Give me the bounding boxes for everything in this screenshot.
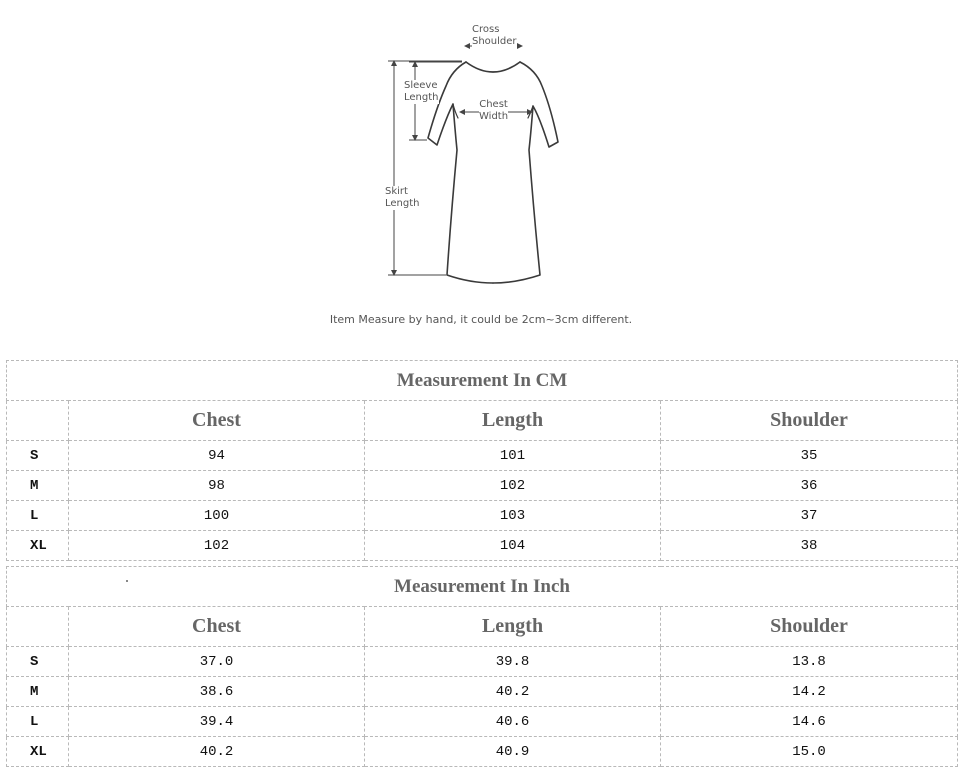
table-row xyxy=(7,647,958,677)
shoulder-cell: 38 xyxy=(661,531,958,561)
chest-cell: 39.4 xyxy=(69,707,365,737)
chest-cell: 40.2 xyxy=(69,737,365,767)
size-cell: M xyxy=(7,677,69,707)
size-cell: S xyxy=(7,647,69,677)
table-header-row xyxy=(7,607,958,647)
size-cell: M xyxy=(7,471,69,501)
table-header-row xyxy=(7,401,958,441)
skirt-length-label: Skirt Length xyxy=(385,186,420,209)
cross-shoulder-label: Cross Shoulder xyxy=(472,24,517,47)
shoulder-cell: 14.6 xyxy=(661,707,958,737)
shoulder-cell: 36 xyxy=(661,471,958,501)
chest-cell: 102 xyxy=(69,531,365,561)
shoulder-cell: 13.8 xyxy=(661,647,958,677)
shoulder-cell: 15.0 xyxy=(661,737,958,767)
right-outline xyxy=(493,62,558,283)
chest-cell: 38.6 xyxy=(69,677,365,707)
stray-dot xyxy=(126,580,128,582)
table-row xyxy=(7,531,958,561)
length-cell: 39.8 xyxy=(365,647,661,677)
column-header-length: Length xyxy=(365,401,661,441)
table-title: Measurement In CM xyxy=(7,361,958,401)
table-title-row xyxy=(7,361,958,401)
size-cell: XL xyxy=(7,531,69,561)
table-row xyxy=(7,677,958,707)
length-cell: 102 xyxy=(365,471,661,501)
column-header-shoulder: Shoulder xyxy=(661,401,958,441)
length-cell: 101 xyxy=(365,441,661,471)
chest-cell: 100 xyxy=(69,501,365,531)
sleeve-length-label: Sleeve Length xyxy=(404,80,439,103)
size-cell: L xyxy=(7,501,69,531)
neckline xyxy=(466,62,520,72)
chest-width-label: Chest Width xyxy=(479,99,509,122)
size-cell: XL xyxy=(7,737,69,767)
size-cell: S xyxy=(7,441,69,471)
table-row xyxy=(7,501,958,531)
header-blank-cell xyxy=(7,401,69,441)
header-blank-cell xyxy=(7,607,69,647)
table-row xyxy=(7,737,958,767)
length-cell: 40.2 xyxy=(365,677,661,707)
size-cell: L xyxy=(7,707,69,737)
size-table-cm xyxy=(6,360,958,561)
table-row xyxy=(7,471,958,501)
dress-measurement-diagram xyxy=(0,0,962,300)
table-row xyxy=(7,441,958,471)
chest-cell: 98 xyxy=(69,471,365,501)
length-cell: 103 xyxy=(365,501,661,531)
shoulder-cell: 14.2 xyxy=(661,677,958,707)
length-cell: 40.9 xyxy=(365,737,661,767)
column-header-length: Length xyxy=(365,607,661,647)
size-table-inch xyxy=(6,566,958,767)
table-title: Measurement In Inch xyxy=(7,567,958,607)
shoulder-cell: 37 xyxy=(661,501,958,531)
chest-cell: 37.0 xyxy=(69,647,365,677)
column-header-chest: Chest xyxy=(69,401,365,441)
column-header-shoulder: Shoulder xyxy=(661,607,958,647)
table-title-row xyxy=(7,567,958,607)
column-header-chest: Chest xyxy=(69,607,365,647)
length-cell: 104 xyxy=(365,531,661,561)
shoulder-cell: 35 xyxy=(661,441,958,471)
length-cell: 40.6 xyxy=(365,707,661,737)
measurement-note: Item Measure by hand, it could be 2cm~3cm different. xyxy=(329,313,633,326)
table-row xyxy=(7,707,958,737)
chest-cell: 94 xyxy=(69,441,365,471)
